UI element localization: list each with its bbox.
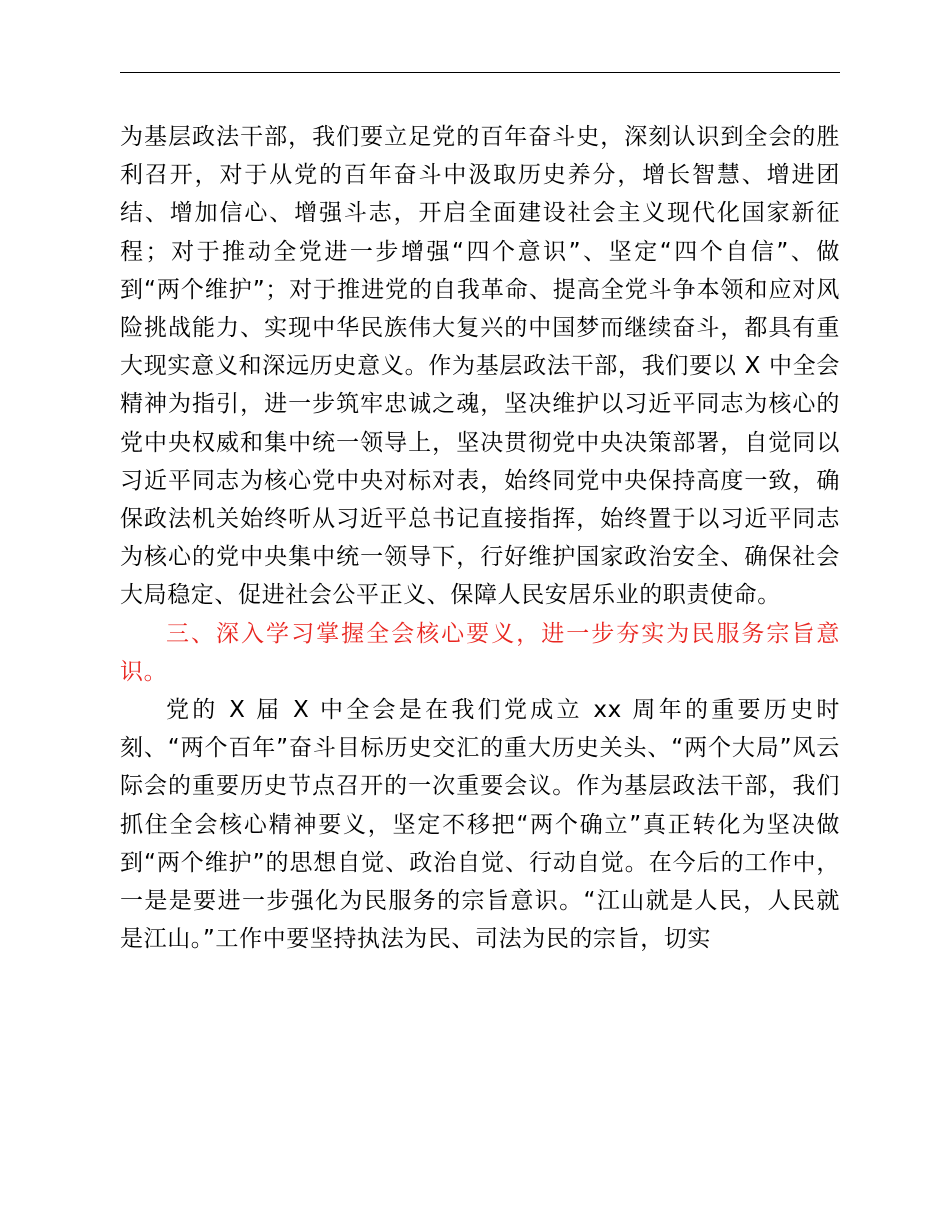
section-heading-three: 三、深入学习掌握全会核心要义，进一步夯实为民服务宗旨意识。: [120, 620, 840, 685]
paragraph-plenum-core-meaning: 党的 X 届 X 中全会是在我们党成立 xx 周年的重要历史时刻、“两个百年”奋斗目标历史交汇的重大历史关头、“两个大局”风云际会的重要历史节点召开的一次重要会议。作为基层政法干部，我们抓住全会核心精神要义，坚定不移把“两个确立”真正转化为坚决做到“两个维护”的思想自觉、政治自觉、行动自觉。在今后的工作中，一是是要进一步强化为民服务的宗旨意识。“江山就是人民，人民就是江山。”工作中要坚持执法为民、司法为民的宗旨，切实: [120, 697, 840, 953]
header-rule: [120, 72, 840, 73]
paragraph-political-loyalty: 为基层政法干部，我们要立足党的百年奋斗史，深刻认识到全会的胜利召开，对于从党的百年奋斗中汲取历史养分，增长智慧、增进团结、增加信心、增强斗志，开启全面建设社会主义现代化国家新征程；对于推动全党进一步增强“四个意识”、坚定“四个自信”、做到“两个维护”；对于推进党的自我革命、提高全党斗争本领和应对风险挑战能力、实现中华民族伟大复兴的中国梦而继续奋斗，都具有重大现实意义和深远历史意义。作为基层政法干部，我们要以 X 中全会精神为指引，进一步筑牢忠诚之魂，坚决维护以习近平同志为核心的党中央权威和集中统一领导上，坚决贯彻党中央决策部署，自觉同以习近平同志为核心党中央对标对表，始终同党中央保持高度一致，确保政法机关始终听从习近平总书记直接指挥，始终置于以习近平同志为核心的党中央集中统一领导下，行好维护国家政治安全、确保社会大局稳定、促进社会公平正义、保障人民安居乐业的职责使命。: [120, 124, 840, 609]
document-body: [120, 118, 840, 958]
